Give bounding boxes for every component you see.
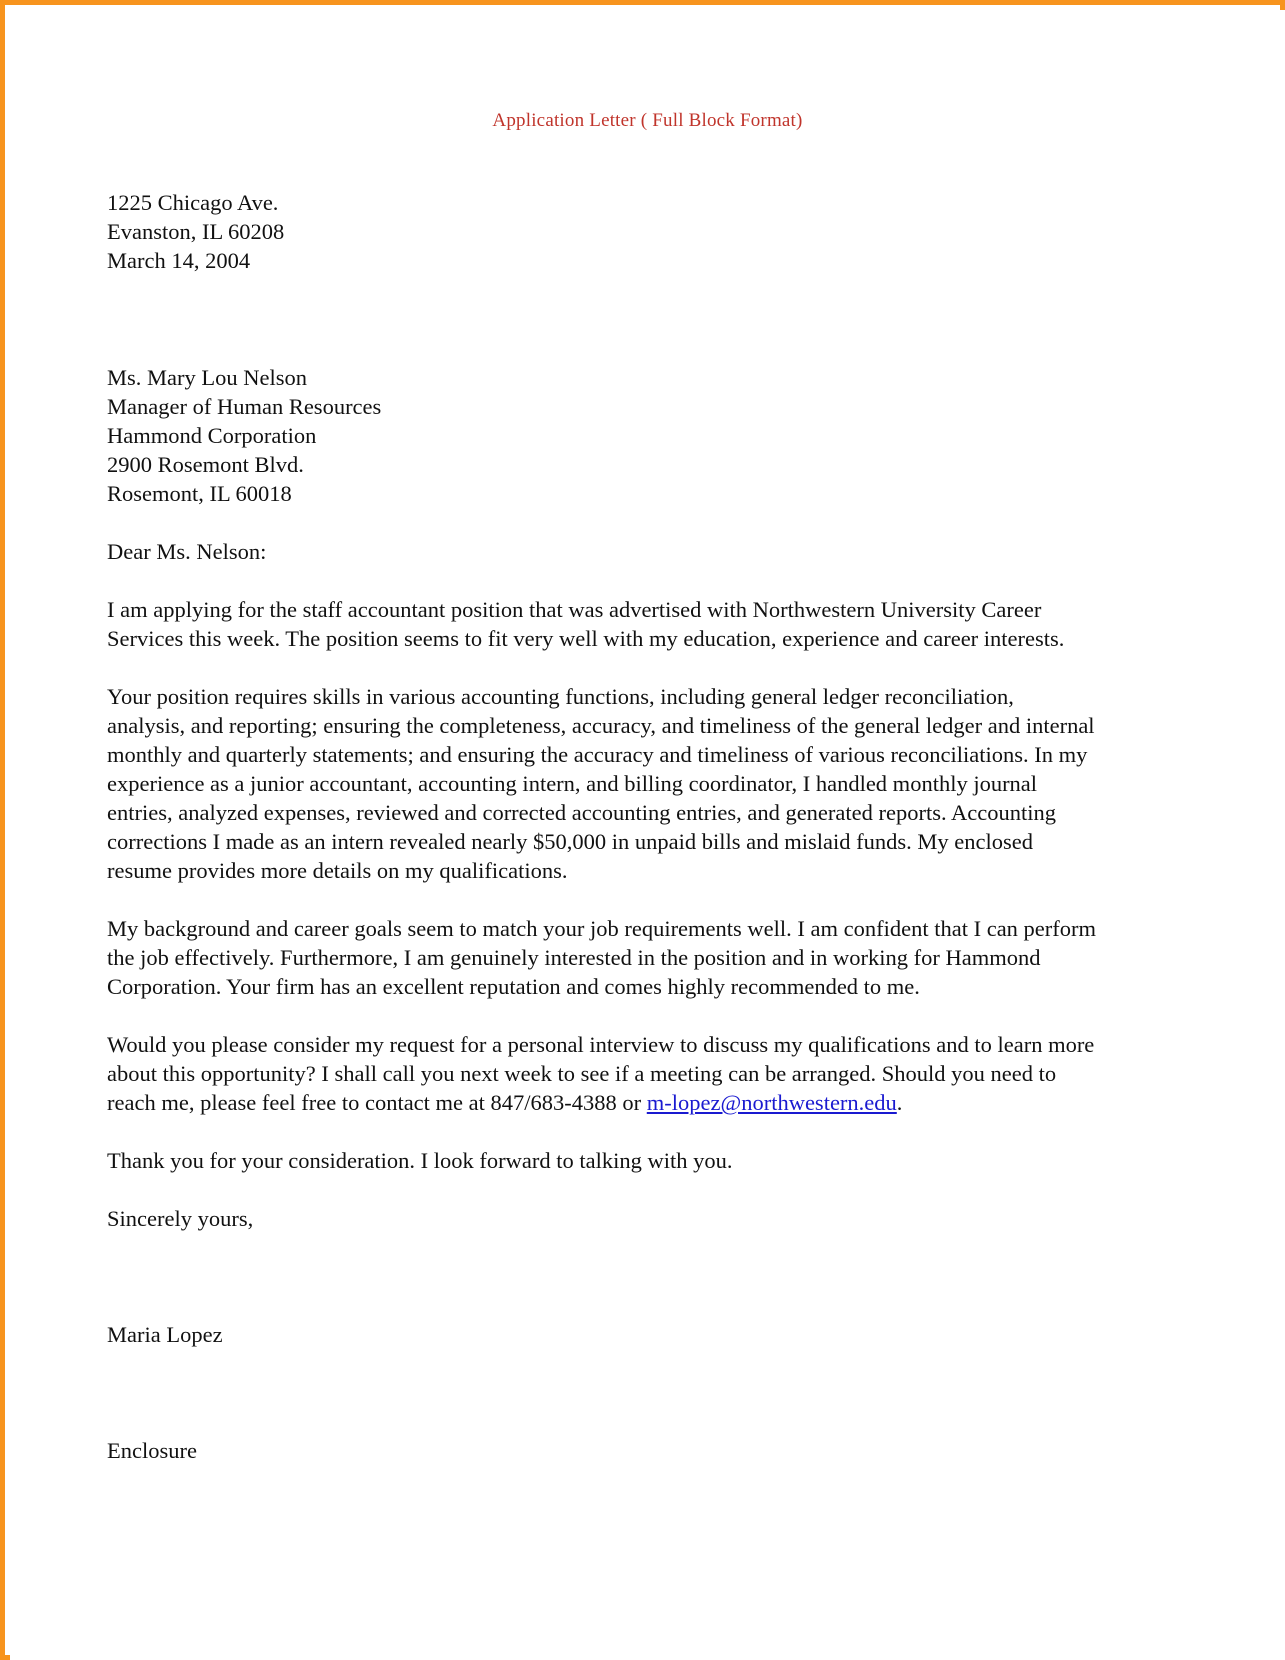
- body-paragraph-4: [107, 1030, 1097, 1117]
- spacer-after-sender: [107, 275, 1097, 363]
- spacer-paragraph-3: [107, 1001, 1097, 1030]
- sender-street: 1225 Chicago Ave.: [107, 190, 279, 215]
- spacer-before-enclosure: [107, 1349, 1097, 1407]
- body-paragraph-5: Thank you for your consideration. I look forward to talking with you.: [107, 1148, 733, 1173]
- spacer-paragraph-1: [107, 653, 1097, 682]
- page-title: Application Letter ( Full Block Format): [492, 110, 803, 131]
- body-paragraph-3: My background and career goals seem to match your job requirements well. I am confident that I can perform the job effectively. Furthermore, I am genuinely interested in the position and in working for Hammond Corporation. Your firm has an excellent reputation and comes highly recommended to me.: [107, 916, 1097, 999]
- body-paragraph-1: I am applying for the staff accountant position that was advertised with Northwestern University Career Services this week. The position seems to fit very well with my education, experience and career interests.: [107, 597, 1065, 651]
- enclosure-notation: Enclosure: [107, 1438, 197, 1463]
- paragraph-4-text-after-email: .: [896, 1090, 903, 1115]
- recipient-name: Ms. Mary Lou Nelson: [107, 365, 307, 390]
- spacer-signature-space-2: [107, 1291, 1097, 1320]
- body-paragraph-2: Your position requires skills in various accounting functions, including general ledger reconciliation, analysis, and reporting; ensuring the completeness, accuracy, and timeliness of the general ledger and internal monthly and quarterly statements; and ensuring the accuracy and timeliness of various reconciliations. In my experience as a junior accountant, accounting intern, and billing coordinator, I handled monthly journal entries, analyzed expenses, reviewed and corrected accounting entries, and generated reports. Accounting corrections I made as an intern revealed nearly $50,000 in unpaid bills and mislaid funds. My enclosed resume provides more details on my qualifications.: [107, 684, 1095, 883]
- letter-content: [107, 188, 1097, 1465]
- recipient-street: 2900 Rosemont Blvd.: [107, 452, 304, 477]
- paragraph-4-text-before-email: Would you please consider my request for a personal interview to discuss my qualifications and to learn more about this opportunity? I shall call you next week to see if a meeting can be arranged. Should you need to reach me, please feel free to contact me at 847/683-4388 or: [107, 1032, 1095, 1115]
- salutation: Dear Ms. Nelson:: [107, 539, 267, 564]
- spacer-paragraph-2: [107, 885, 1097, 914]
- spacer-paragraph-5: [107, 1175, 1097, 1204]
- sender-address-block: [107, 188, 1097, 275]
- recipient-company: Hammond Corporation: [107, 423, 317, 448]
- sender-city-state-zip: Evanston, IL 60208: [107, 219, 285, 244]
- spacer-paragraph-4: [107, 1117, 1097, 1146]
- recipient-job-title: Manager of Human Resources: [107, 394, 382, 419]
- spacer-after-salutation: [107, 566, 1097, 595]
- email-link[interactable]: m-lopez@northwestern.edu: [646, 1090, 897, 1115]
- spacer-before-salutation: [107, 508, 1097, 537]
- letter-date: March 14, 2004: [107, 248, 251, 273]
- recipient-address-block: [107, 363, 1097, 508]
- spacer-before-enclosure-2: [107, 1407, 1097, 1436]
- spacer-signature-space: [107, 1233, 1097, 1291]
- letter-page: [10, 10, 1285, 1660]
- signature-name: Maria Lopez: [107, 1322, 223, 1347]
- recipient-city-state-zip: Rosemont, IL 60018: [107, 481, 292, 506]
- closing-line: Sincerely yours,: [107, 1206, 254, 1231]
